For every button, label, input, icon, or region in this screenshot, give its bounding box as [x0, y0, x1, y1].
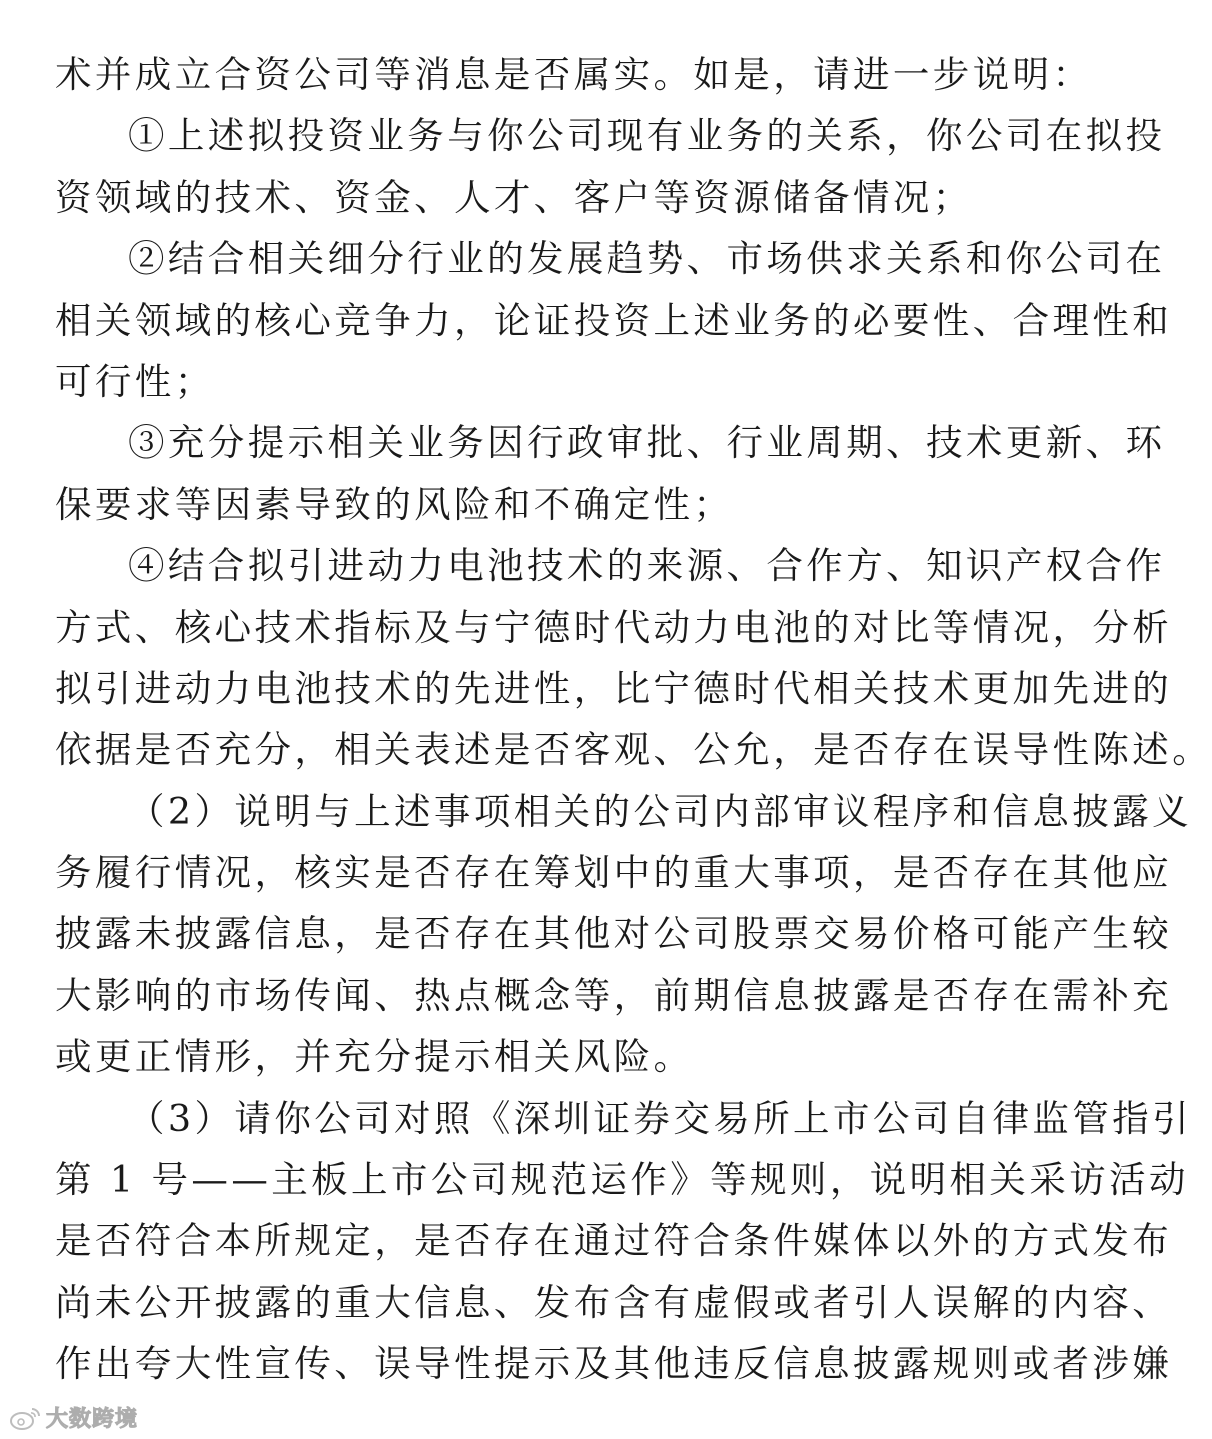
text-line-1: 术并成立合资公司等消息是否属实。如是，请进一步说明：	[55, 53, 1093, 96]
text-line-18: （3）请你公司对照《深圳证券交易所上市公司自律监管指引	[128, 1096, 1193, 1140]
weibo-logo-icon	[8, 1405, 42, 1431]
text-line-14: 务履行情况，核实是否存在筹划中的重大事项，是否存在其他应	[55, 851, 1173, 895]
text-line-10: 方式、核心技术指标及与宁德时代动力电池的对比等情况，分析	[55, 605, 1173, 649]
text-line-13: （2）说明与上述事项相关的公司内部审议程序和信息披露义	[128, 789, 1193, 833]
text-line-12: 依据是否充分，相关表述是否客观、公允，是否存在误导性陈述。	[55, 728, 1212, 772]
text-line-4: ②结合相关细分行业的发展趋势、市场供求关系和你公司在	[128, 237, 1166, 281]
text-line-20: 是否符合本所规定，是否存在通过符合条件媒体以外的方式发布	[55, 1219, 1173, 1263]
text-line-3: 资领域的技术、资金、人才、客户等资源储备情况；	[55, 175, 973, 219]
text-line-21: 尚未公开披露的重大信息、发布含有虚假或者引人误解的内容、	[55, 1280, 1173, 1324]
text-line-5: 相关领域的核心竞争力，论证投资上述业务的必要性、合理性和	[55, 298, 1173, 342]
text-line-16: 大影响的市场传闻、热点概念等，前期信息披露是否存在需补充	[55, 973, 1173, 1017]
text-line-9: ④结合拟引进动力电池技术的来源、合作方、知识产权合作	[128, 544, 1166, 588]
watermark-text: 大数跨境	[46, 1407, 139, 1432]
text-line-19: 第 1 号——主板上市公司规范运作》等规则，说明相关采访活动	[55, 1158, 1189, 1202]
text-line-11: 拟引进动力电池技术的先进性，比宁德时代相关技术更加先进的	[55, 666, 1173, 710]
text-line-7: ③充分提示相关业务因行政审批、行业周期、技术更新、环	[128, 421, 1166, 465]
text-line-22: 作出夸大性宣传、误导性提示及其他违反信息披露规则或者涉嫌	[55, 1342, 1173, 1386]
text-line-2: ①上述拟投资业务与你公司现有业务的关系，你公司在拟投	[128, 114, 1166, 158]
text-line-6: 可行性；	[55, 359, 215, 403]
text-line-17: 或更正情形，并充分提示相关风险。	[55, 1035, 694, 1079]
watermark	[8, 1402, 138, 1433]
text-line-8: 保要求等因素导致的风险和不确定性；	[55, 482, 734, 526]
text-line-15: 披露未披露信息，是否存在其他对公司股票交易价格可能产生较	[55, 912, 1173, 956]
